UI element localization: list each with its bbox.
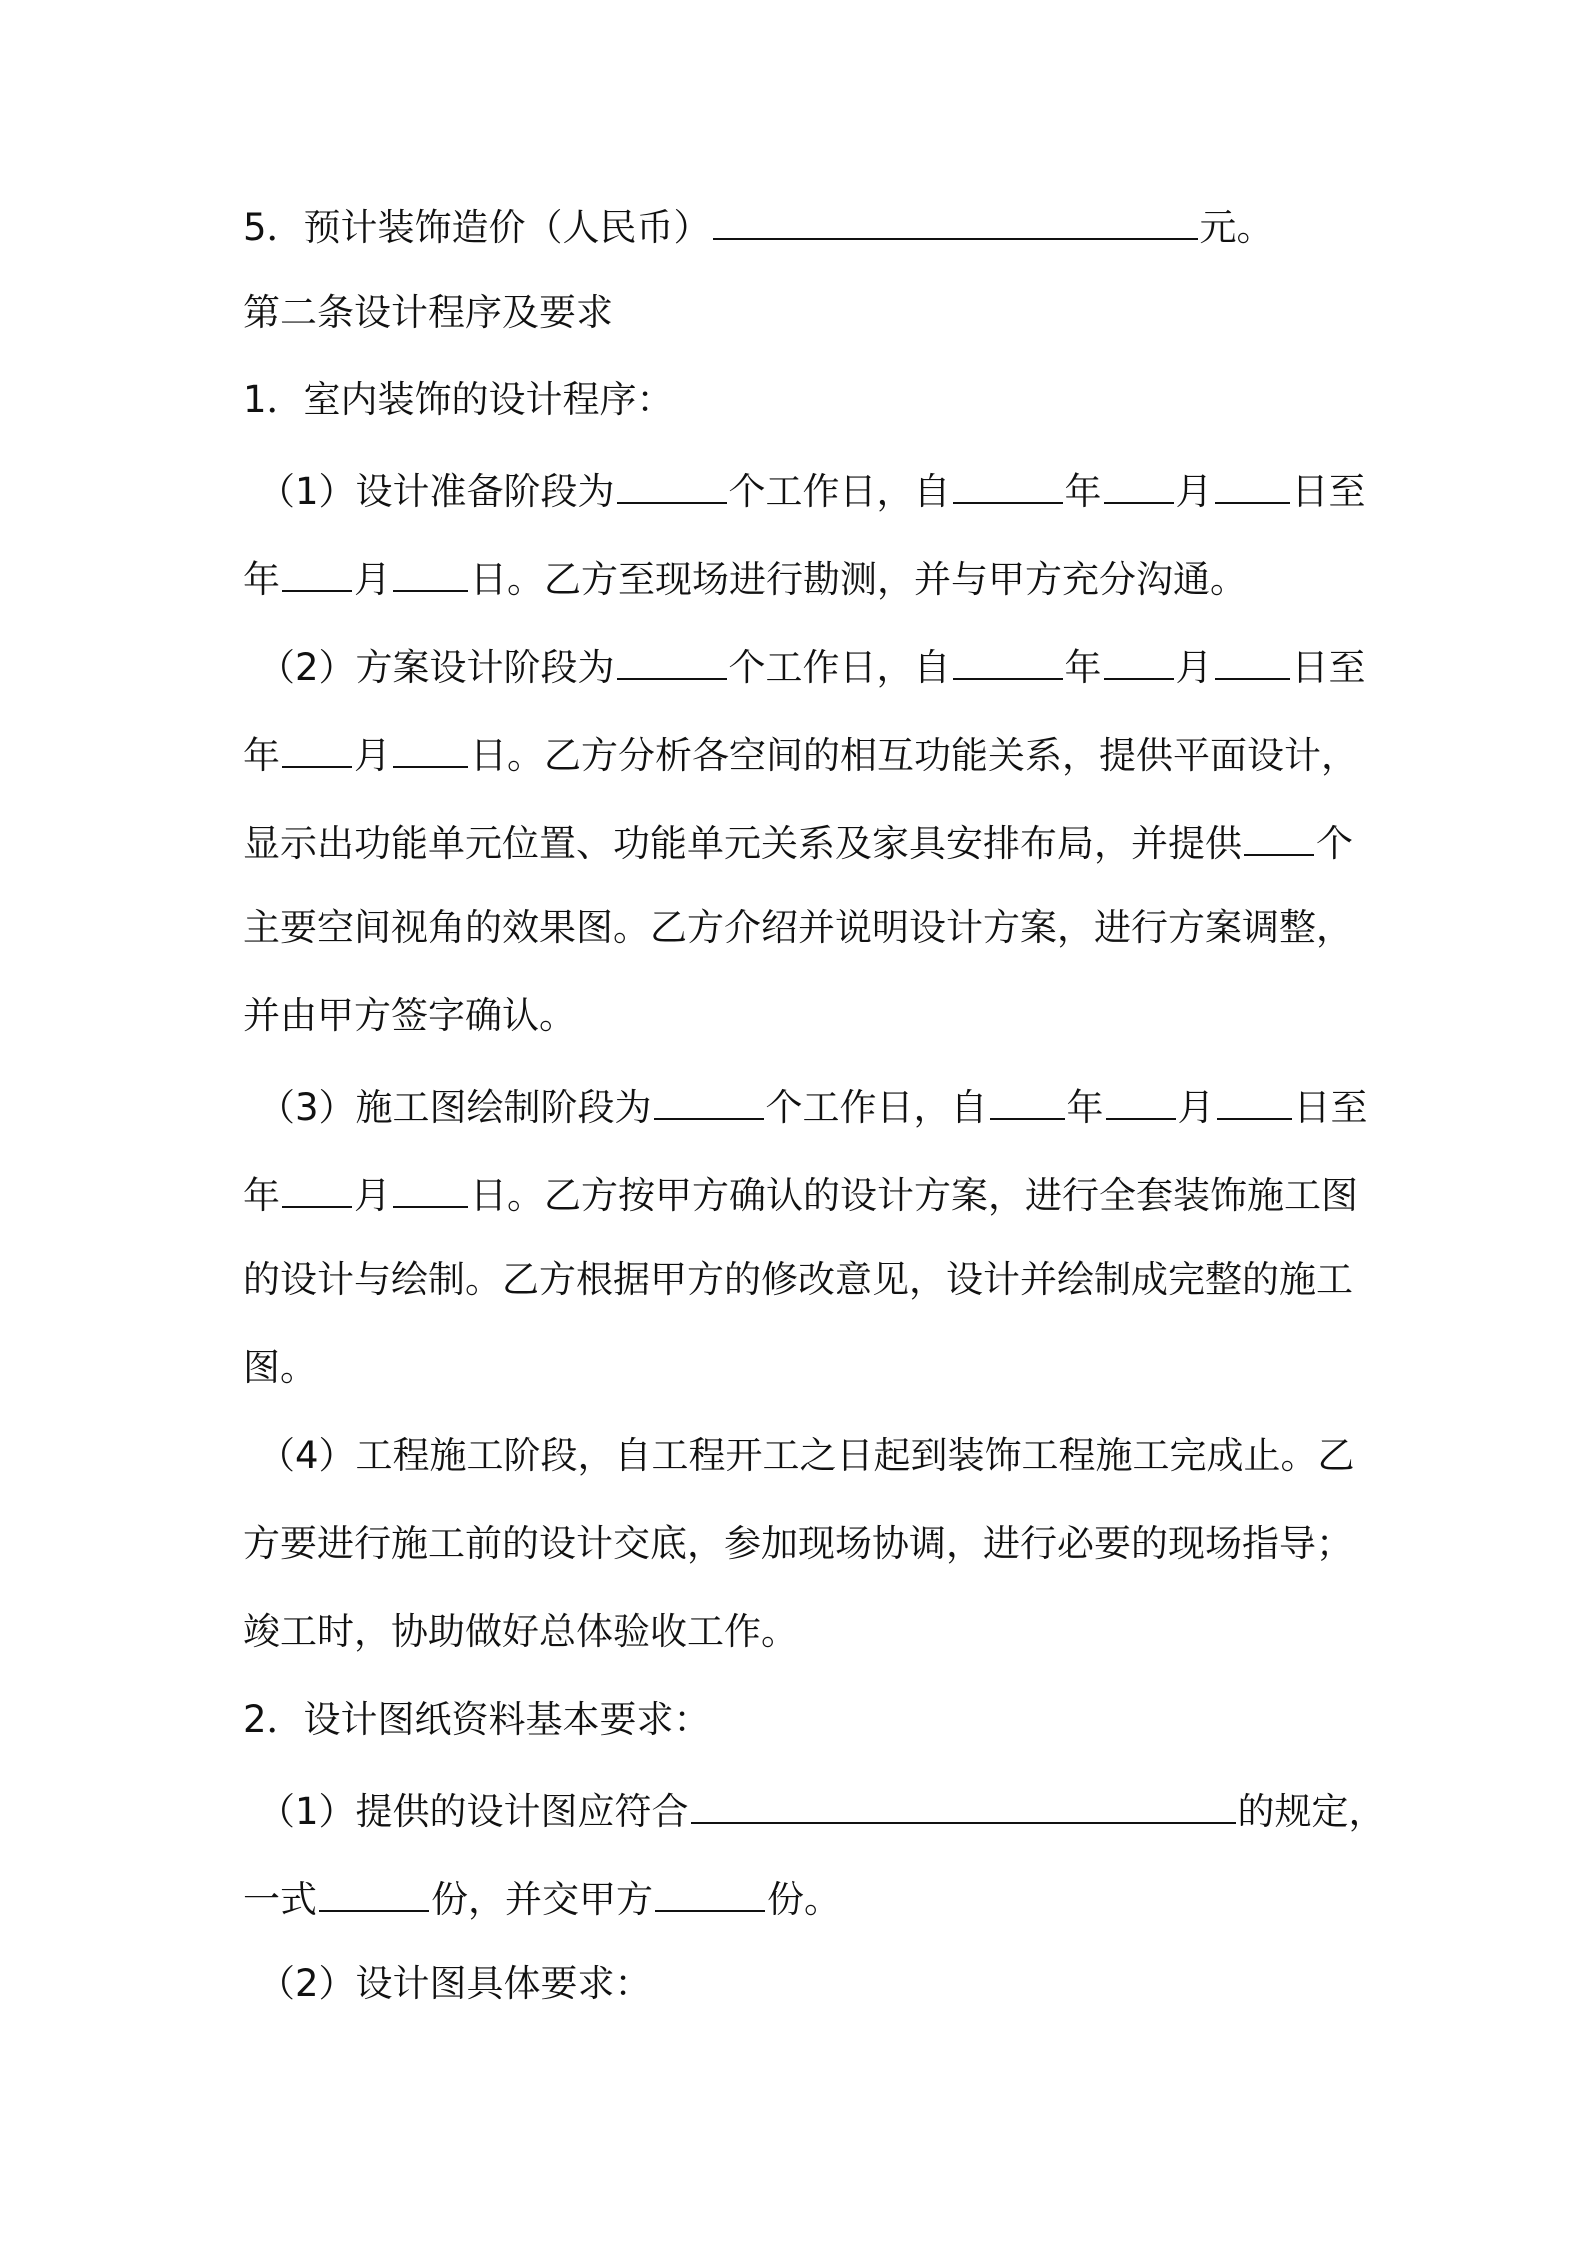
stage1-end-month-blank[interactable] bbox=[282, 548, 352, 592]
stage2-line4 bbox=[243, 900, 1363, 956]
requirements-heading bbox=[243, 1692, 1363, 1748]
stage3-label: （3）施工图绘制阶段为 bbox=[258, 1086, 652, 1129]
month-text: 月 bbox=[354, 1174, 391, 1217]
req1-text: 的规定， bbox=[1237, 1790, 1386, 1833]
stage2-end-month-blank[interactable] bbox=[282, 724, 352, 768]
stage4-text: 竣工时，协助做好总体验收工作。 bbox=[243, 1610, 798, 1653]
stage3-description: 日。乙方按甲方确认的设计方案，进行全套装饰施工图 bbox=[470, 1174, 1358, 1217]
day-to-text: 日至 bbox=[1291, 470, 1366, 513]
stage3-start-day-blank[interactable] bbox=[1217, 1076, 1292, 1120]
cost-blank[interactable] bbox=[713, 196, 1198, 240]
month-text: 月 bbox=[1177, 1086, 1215, 1129]
req1-line2 bbox=[243, 1868, 1363, 1924]
stage4-line3 bbox=[243, 1604, 1363, 1660]
stage2-label: （2）方案设计阶段为 bbox=[258, 646, 615, 689]
section-title: 第二条设计程序及要求 bbox=[243, 291, 613, 334]
stage4-line2 bbox=[243, 1516, 1363, 1572]
stage2-start-month-blank[interactable] bbox=[1104, 636, 1174, 680]
stage3-line1 bbox=[258, 1076, 1378, 1132]
stage1-description: 日。乙方至现场进行勘测，并与甲方充分沟通。 bbox=[470, 558, 1247, 601]
cost-label: 5．预计装饰造价（人民币） bbox=[243, 206, 711, 249]
month-text: 月 bbox=[1175, 470, 1213, 513]
stage2-line1 bbox=[258, 636, 1378, 692]
line-cost bbox=[243, 196, 1363, 252]
stage2-line5 bbox=[243, 988, 1363, 1044]
month-text: 月 bbox=[354, 734, 391, 777]
stage2-text: 显示出功能单元位置、功能单元关系及家具安排布局，并提供 bbox=[243, 822, 1242, 865]
stage2-text: 主要空间视角的效果图。乙方介绍并说明设计方案，进行方案调整， bbox=[243, 906, 1353, 949]
stage3-end-month-blank[interactable] bbox=[282, 1164, 352, 1208]
stage2-start-year-blank[interactable] bbox=[953, 636, 1063, 680]
cost-suffix: 元。 bbox=[1199, 206, 1274, 249]
stage1-start-year-blank[interactable] bbox=[953, 460, 1063, 504]
subsection-title: 1．室内装饰的设计程序： bbox=[243, 378, 674, 421]
year-text: 年 bbox=[243, 734, 280, 777]
stage1-line2 bbox=[243, 548, 1363, 604]
req1-standard-blank[interactable] bbox=[691, 1780, 1236, 1824]
stage3-line3 bbox=[243, 1252, 1363, 1308]
req1-party-a-copies-blank[interactable] bbox=[655, 1868, 765, 1912]
year-text: 年 bbox=[1066, 1086, 1104, 1129]
stage3-text: 的设计与绘制。乙方根据甲方的修改意见，设计并绘制成完整的施工 bbox=[243, 1258, 1353, 1301]
month-text: 月 bbox=[1175, 646, 1213, 689]
month-text: 月 bbox=[354, 558, 391, 601]
year-text: 年 bbox=[1064, 646, 1102, 689]
year-text: 年 bbox=[243, 1174, 280, 1217]
section-heading bbox=[243, 285, 1363, 341]
year-text: 年 bbox=[243, 558, 280, 601]
stage2-unit: 个 bbox=[1316, 822, 1353, 865]
stage4-text: 方要进行施工前的设计交底，参加现场协调，进行必要的现场指导； bbox=[243, 1522, 1353, 1565]
req1-text: 份。 bbox=[767, 1878, 841, 1921]
stage4-line1 bbox=[258, 1428, 1378, 1484]
stage3-line2 bbox=[243, 1164, 1363, 1220]
day-to-text: 日至 bbox=[1293, 1086, 1368, 1129]
stage1-from-text: 个工作日，自 bbox=[728, 470, 951, 513]
stage2-line2 bbox=[243, 724, 1363, 780]
subsection-heading bbox=[243, 372, 1363, 428]
stage3-days-blank[interactable] bbox=[654, 1076, 764, 1120]
stage4-text: （4）工程施工阶段，自工程开工之日起到装饰工程施工完成止。乙 bbox=[258, 1434, 1355, 1477]
req2-label: （2）设计图具体要求： bbox=[258, 1962, 652, 2005]
stage2-days-blank[interactable] bbox=[617, 636, 727, 680]
stage1-label: （1）设计准备阶段为 bbox=[258, 470, 615, 513]
day-to-text: 日至 bbox=[1291, 646, 1366, 689]
stage3-line4 bbox=[243, 1340, 1363, 1396]
stage1-line1 bbox=[258, 460, 1378, 516]
stage2-from-text: 个工作日，自 bbox=[728, 646, 951, 689]
stage3-from-text: 个工作日，自 bbox=[765, 1086, 988, 1129]
req2-line1 bbox=[258, 1956, 1378, 2012]
stage3-start-year-blank[interactable] bbox=[990, 1076, 1065, 1120]
req1-copies-blank[interactable] bbox=[319, 1868, 429, 1912]
stage2-text: 并由甲方签字确认。 bbox=[243, 994, 576, 1037]
stage1-start-day-blank[interactable] bbox=[1215, 460, 1290, 504]
req1-label: （1）提供的设计图应符合 bbox=[258, 1790, 689, 1833]
stage1-start-month-blank[interactable] bbox=[1104, 460, 1174, 504]
req1-text: 一式 bbox=[243, 1878, 317, 1921]
stage1-days-blank[interactable] bbox=[617, 460, 727, 504]
requirements-title: 2．设计图纸资料基本要求： bbox=[243, 1698, 711, 1741]
stage2-end-day-blank[interactable] bbox=[393, 724, 468, 768]
stage3-start-month-blank[interactable] bbox=[1106, 1076, 1176, 1120]
req1-text: 份，并交甲方 bbox=[431, 1878, 653, 1921]
stage2-renderings-blank[interactable] bbox=[1244, 812, 1314, 856]
year-text: 年 bbox=[1064, 470, 1102, 513]
stage2-start-day-blank[interactable] bbox=[1215, 636, 1290, 680]
req1-line1 bbox=[258, 1780, 1386, 1836]
stage3-end-day-blank[interactable] bbox=[393, 1164, 468, 1208]
stage2-description: 日。乙方分析各空间的相互功能关系，提供平面设计， bbox=[470, 734, 1358, 777]
stage3-text: 图。 bbox=[243, 1346, 317, 1389]
stage2-line3 bbox=[243, 812, 1363, 868]
stage1-end-day-blank[interactable] bbox=[393, 548, 468, 592]
